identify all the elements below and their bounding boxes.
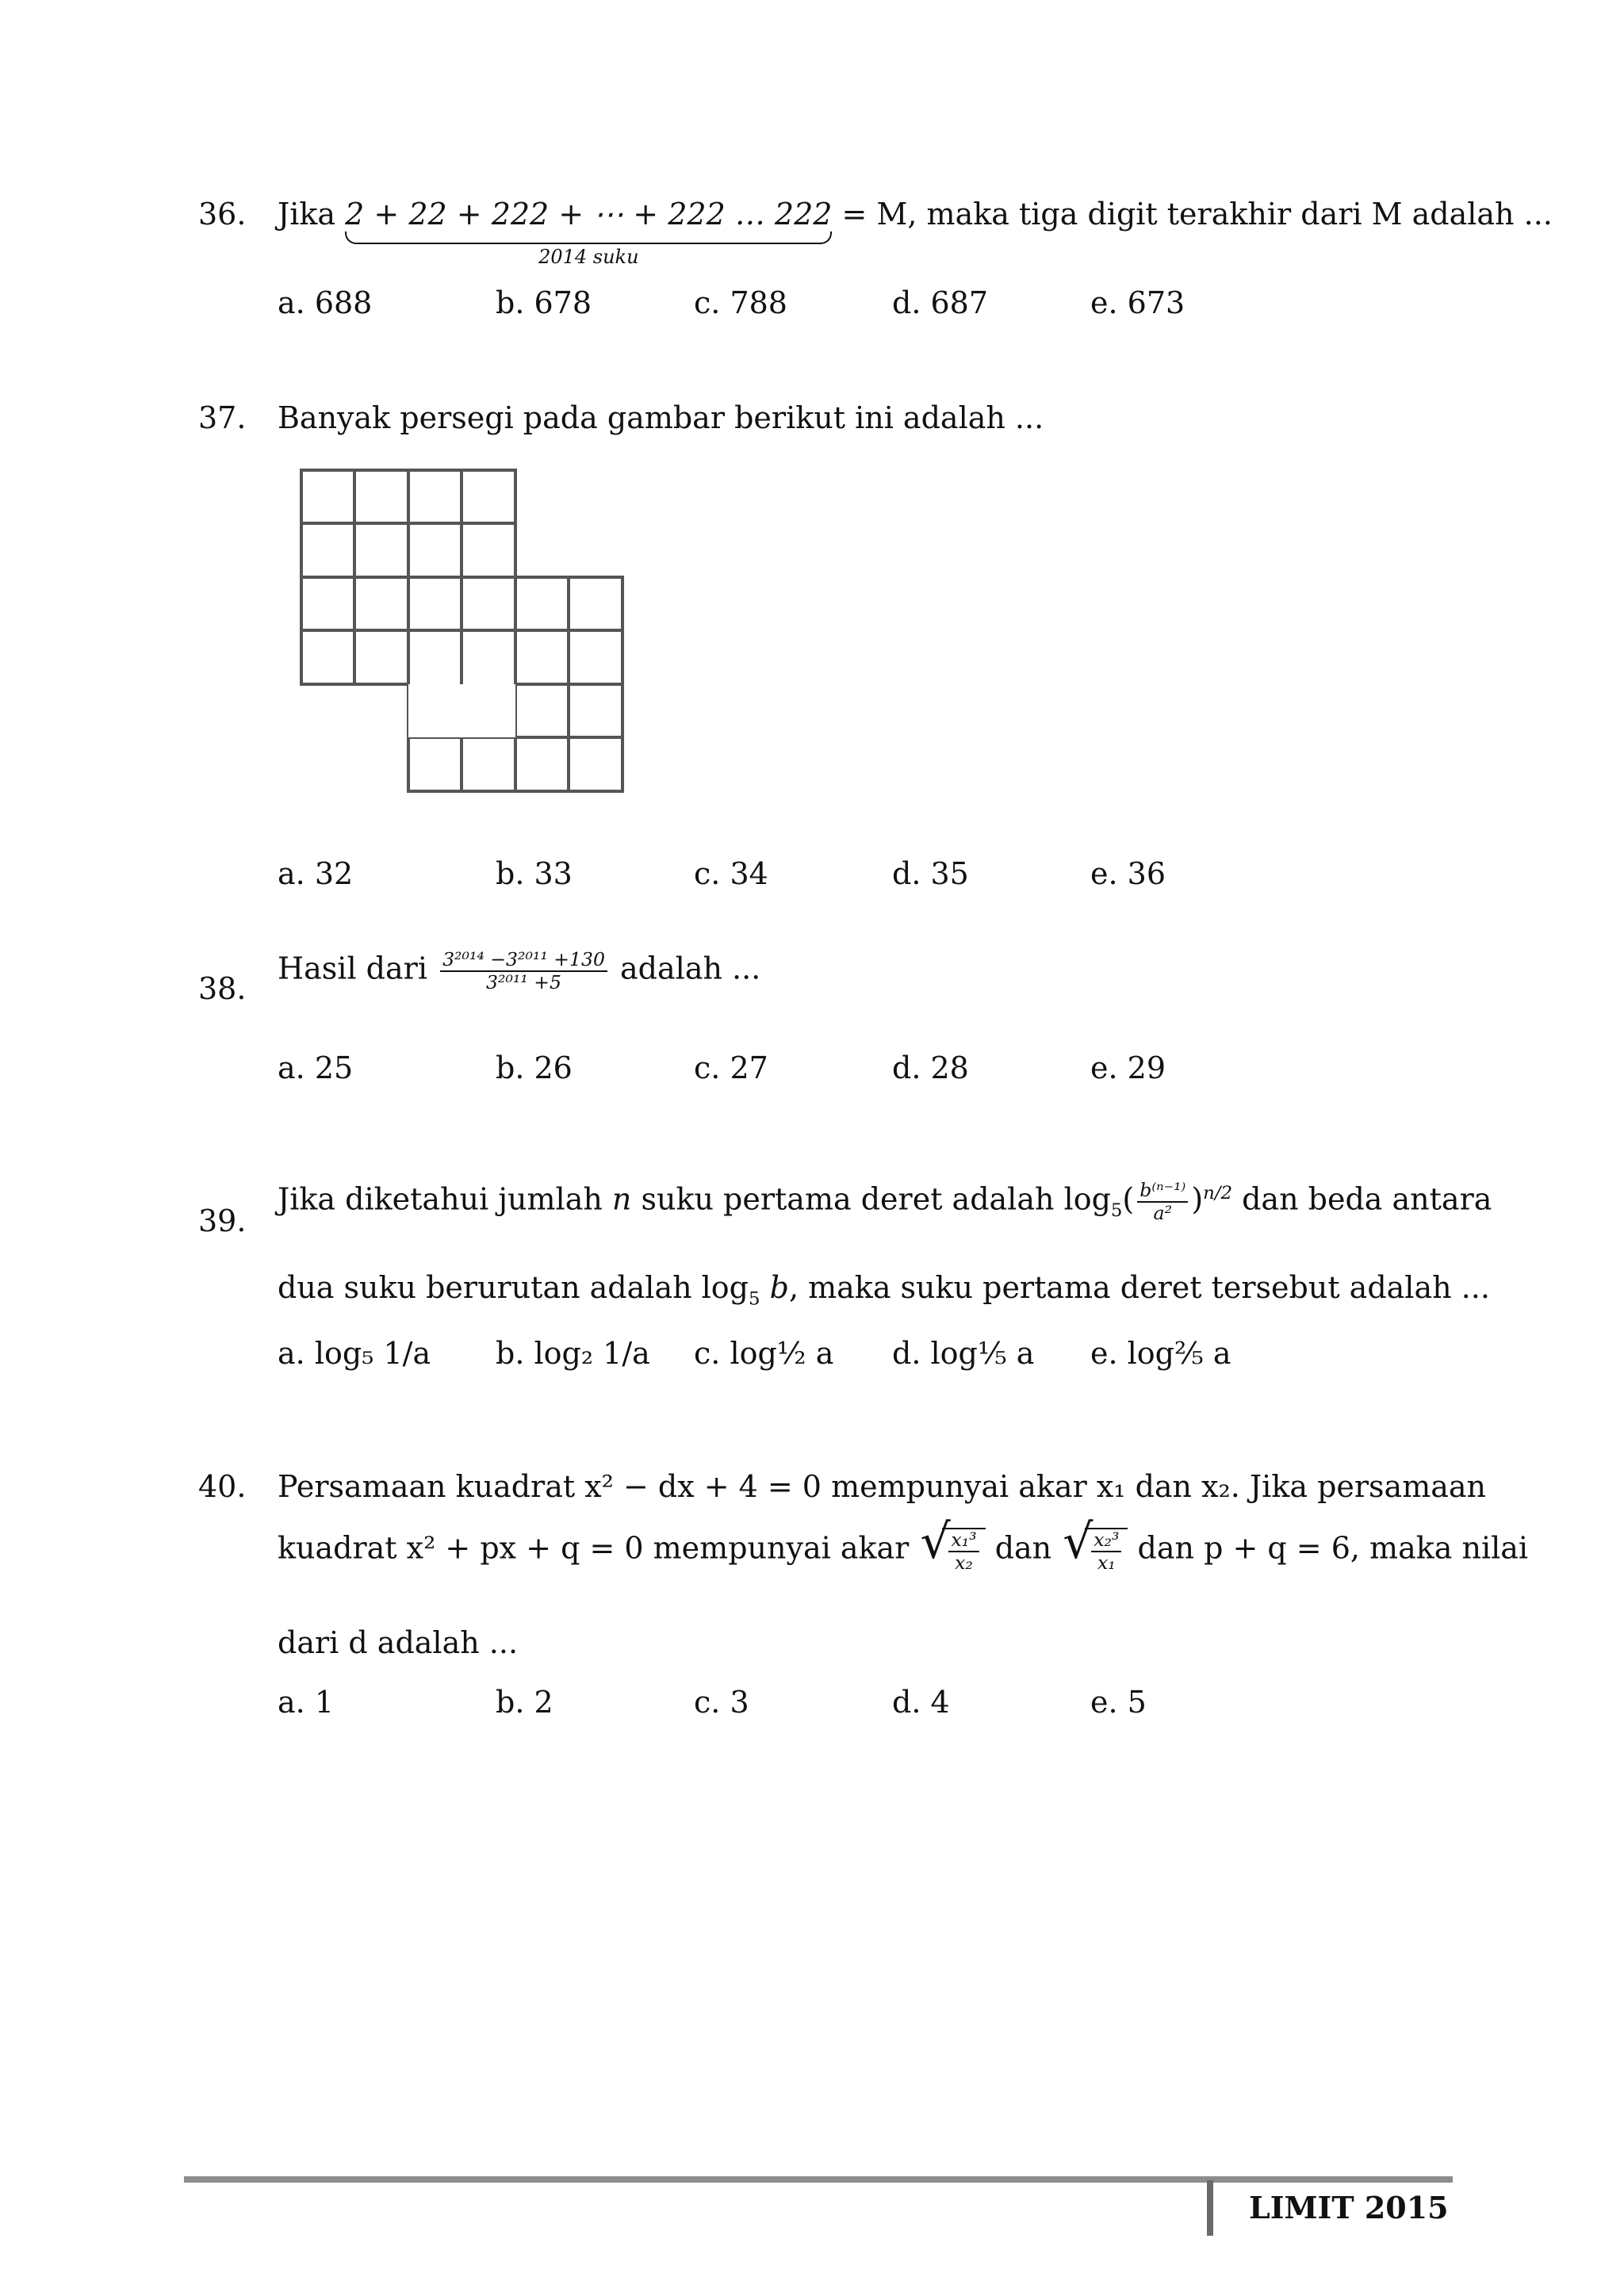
root-2: √ $\frac{\text{x₂³}}{\text{x₁}}$ (1085, 1528, 1128, 1574)
option-a[interactable]: a. 25 (278, 1050, 354, 1085)
question-line-1: Persamaan kuadrat x² − dx + 4 = 0 mempunyai akar x₁ dan x₂. Jika persamaan (278, 1469, 1487, 1504)
question-number: 39. (198, 1203, 247, 1238)
question-text: Banyak persegi pada gambar berikut ini adalah ... (278, 400, 1044, 435)
option-d[interactable]: d. log⅕ a (892, 1336, 1035, 1371)
option-b[interactable]: b. 33 (496, 856, 573, 891)
question-line-1: Jika diketahui jumlah n suku pertama deret adalah $\log_5$( $\frac{\text{b⁽ⁿ⁻¹⁾}}{\text{a²}}$ )$^{n/2}$ dan beda antara (278, 1179, 1492, 1225)
root-1: √ $\frac{\text{x₁³}}{\text{x₂}}$ (942, 1528, 985, 1574)
square-grid-figure (293, 464, 634, 805)
options-39 (278, 1336, 1467, 1376)
option-d[interactable]: d. 4 (892, 1685, 950, 1720)
options-38 (278, 1050, 1467, 1090)
option-a[interactable]: a. log₅ 1/a (278, 1336, 431, 1371)
option-e[interactable]: e. 36 (1090, 856, 1166, 891)
question-number: 40. (198, 1469, 247, 1504)
option-e[interactable]: e. 29 (1090, 1050, 1166, 1085)
option-a[interactable]: a. 1 (278, 1685, 334, 1720)
option-e[interactable]: e. 5 (1090, 1685, 1147, 1720)
option-b[interactable]: b. 678 (496, 285, 592, 320)
option-a[interactable]: a. 688 (278, 285, 373, 320)
footer-label: LIMIT 2015 (1249, 2190, 1449, 2225)
question-text: Hasil dari $\frac{\text{3²⁰¹⁴ −3²⁰¹¹ +130}}{\text{3²⁰¹¹ +5}}$ adalah ... (278, 948, 761, 994)
option-d[interactable]: d. 35 (892, 856, 969, 891)
underbrace (345, 232, 832, 244)
options-37 (278, 856, 1467, 896)
question-text: Jika 2 + 22 + 222 + ⋯ + 222 … 222 2014 suku = M, maka tiga digit terakhir dari M adalah ... (278, 197, 1553, 268)
footer-divider (1207, 2180, 1213, 2236)
fraction: $\frac{\text{b⁽ⁿ⁻¹⁾}}{\text{a²}}$ (1137, 1180, 1188, 1224)
option-c[interactable]: c. 27 (694, 1050, 768, 1085)
option-e[interactable]: e. log⅖ a (1090, 1336, 1231, 1371)
option-b[interactable]: b. 2 (496, 1685, 553, 1720)
options-40 (278, 1685, 1467, 1724)
option-b[interactable]: b. log₂ 1/a (496, 1336, 650, 1371)
option-c[interactable]: c. 788 (694, 285, 787, 320)
footer-rule (184, 2176, 1453, 2183)
option-d[interactable]: d. 687 (892, 285, 989, 320)
question-number: 37. (198, 400, 247, 435)
option-c[interactable]: c. log½ a (694, 1336, 834, 1371)
option-e[interactable]: e. 673 (1090, 285, 1185, 320)
option-a[interactable]: a. 32 (278, 856, 354, 891)
question-number: 38. (198, 971, 247, 1006)
option-c[interactable]: c. 3 (694, 1685, 749, 1720)
overbrace-expression: 2 + 22 + 222 + ⋯ + 222 … 222 2014 suku (345, 197, 833, 268)
option-c[interactable]: c. 34 (694, 856, 768, 891)
option-b[interactable]: b. 26 (496, 1050, 573, 1085)
options-36 (278, 285, 1467, 325)
option-d[interactable]: d. 28 (892, 1050, 969, 1085)
fraction: $\frac{\text{3²⁰¹⁴ −3²⁰¹¹ +130}}{\text{3²⁰¹¹ +5}}$ (440, 949, 607, 993)
question-number: 36. (198, 197, 247, 232)
